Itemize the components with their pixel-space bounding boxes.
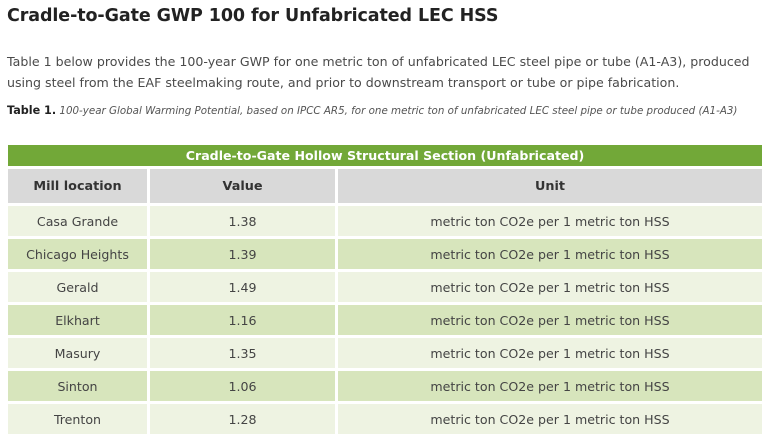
gwp-table <box>8 145 762 434</box>
unit-cell: metric ton CO2e per 1 metric ton HSS <box>338 302 762 335</box>
mill-location-cell: Elkhart <box>8 302 150 335</box>
unit-cell: metric ton CO2e per 1 metric ton HSS <box>338 269 762 302</box>
value-cell: 1.49 <box>150 269 338 302</box>
unit-cell: metric ton CO2e per 1 metric ton HSS <box>338 335 762 368</box>
intro-paragraph: Table 1 below provides the 100-year GWP for one metric ton of unfabricated LEC steel pipe or tube (A1-A3), produced using steel from the EAF steelmaking route, and prior to downstream transport or tube or pipe fabrication. <box>7 54 750 90</box>
unit-cell: metric ton CO2e per 1 metric ton HSS <box>338 401 762 434</box>
table-row <box>8 203 762 236</box>
table-row <box>8 401 762 434</box>
value-cell: 1.39 <box>150 236 338 269</box>
unit-cell: metric ton CO2e per 1 metric ton HSS <box>338 203 762 236</box>
mill-location-cell: Masury <box>8 335 150 368</box>
caption-label: Table 1. <box>7 104 57 117</box>
table-caption <box>7 104 764 118</box>
table-row <box>8 335 762 368</box>
table-row <box>8 302 762 335</box>
mill-location-cell: Casa Grande <box>8 203 150 236</box>
mill-location-cell: Gerald <box>8 269 150 302</box>
column-header-unit: Unit <box>338 166 762 203</box>
table-row <box>8 236 762 269</box>
table-banner: Cradle-to-Gate Hollow Structural Section (Unfabricated) <box>8 145 762 166</box>
value-cell: 1.06 <box>150 368 338 401</box>
table-header-row <box>8 166 762 203</box>
column-header-mill-location: Mill location <box>8 166 150 203</box>
table-row <box>8 368 762 401</box>
value-cell: 1.16 <box>150 302 338 335</box>
value-cell: 1.38 <box>150 203 338 236</box>
mill-location-cell: Chicago Heights <box>8 236 150 269</box>
unit-cell: metric ton CO2e per 1 metric ton HSS <box>338 368 762 401</box>
mill-location-cell: Trenton <box>8 401 150 434</box>
page-title: Cradle-to-Gate GWP 100 for Unfabricated LEC HSS <box>7 6 499 26</box>
value-cell: 1.28 <box>150 401 338 434</box>
caption-text: 100-year Global Warming Potential, based on IPCC AR5, for one metric ton of unfabricated LEC steel pipe or tube produced (A1-A3) <box>59 105 738 117</box>
table-row <box>8 269 762 302</box>
value-cell: 1.35 <box>150 335 338 368</box>
column-header-value: Value <box>150 166 338 203</box>
mill-location-cell: Sinton <box>8 368 150 401</box>
unit-cell: metric ton CO2e per 1 metric ton HSS <box>338 236 762 269</box>
